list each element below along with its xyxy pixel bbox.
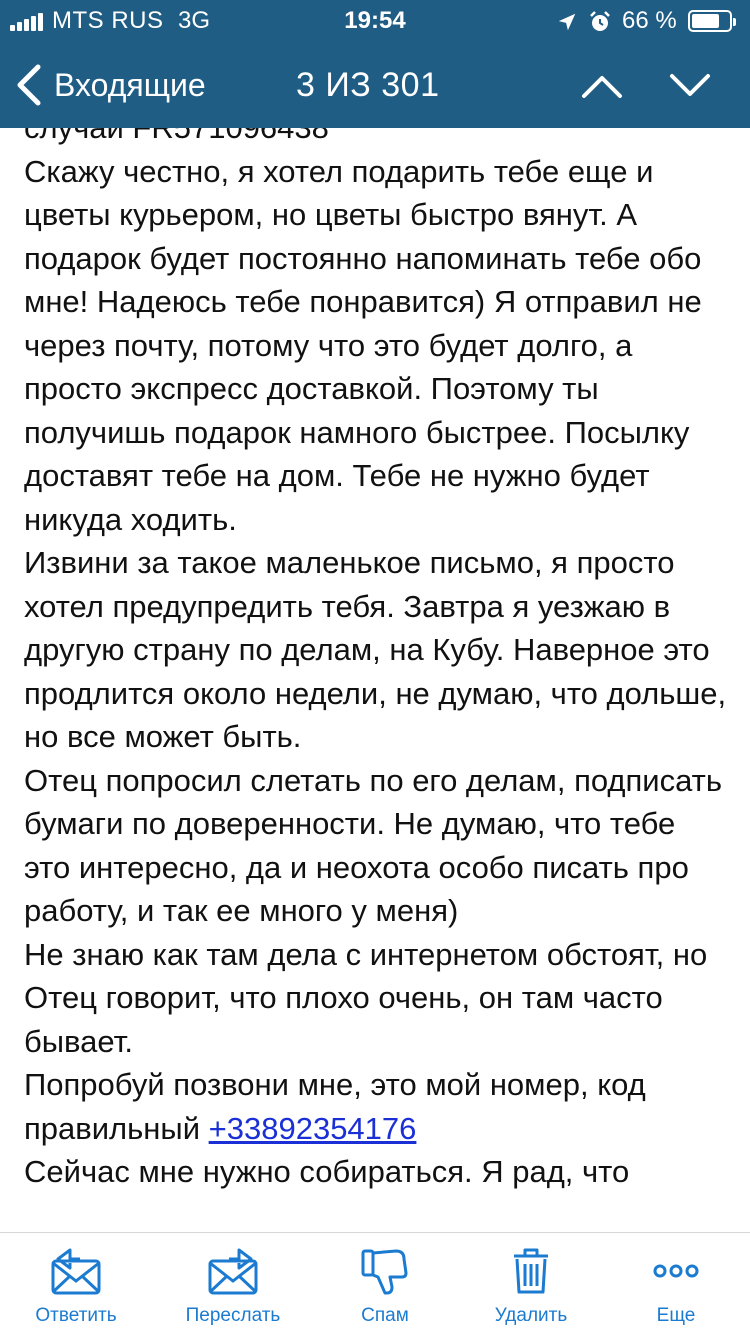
status-time: 19:54 [344, 7, 406, 34]
forward-button[interactable] [168, 1233, 298, 1335]
message-body[interactable] [0, 128, 750, 1232]
battery-percent: 66 % [622, 7, 677, 34]
forward-envelope-icon [207, 1245, 259, 1297]
carrier-name: MTS RUS [52, 7, 164, 34]
phone-link[interactable]: +33892354176 [208, 1110, 417, 1146]
next-message-button[interactable] [666, 64, 714, 108]
back-label: Входящие [54, 66, 206, 103]
chevron-left-icon [14, 63, 44, 107]
message-paragraph [24, 1063, 730, 1150]
spam-label: Спам [361, 1305, 409, 1326]
navigation-bar [0, 44, 750, 128]
alarm-clock-icon [588, 10, 612, 34]
message-paragraph: Скажу честно, я хотел подарить тебе еще и цветы курьером, но цветы быстро вянут. А подарок будет постоянно напоминать тебе обо мне! Надеюсь тебе понравится) Я отправил не через почту, потому что это будет долго, а просто экспресс доставкой. Поэтому ты получишь подарок намного быстрее. Посылку доставят тебе на дом. Тебе не нужно будет никуда ходить. [24, 153, 702, 537]
more-label: Еще [656, 1305, 696, 1326]
spam-button[interactable] [330, 1233, 440, 1335]
reply-envelope-icon [50, 1245, 102, 1297]
message-text [24, 106, 730, 1194]
reply-label: Ответить [35, 1305, 117, 1326]
thumbs-down-icon [360, 1245, 410, 1297]
previous-message-button[interactable] [578, 64, 626, 108]
message-paragraph: Сейчас мне нужно собираться. Я рад, что [24, 1154, 630, 1189]
message-paragraph: Извини за такое маленькое письмо, я просто хотел предупредить тебя. Завтра я уезжаю в другую страну по делам, на Кубу. Наверное это продлится около недели, не думаю, что дольше, но все может быть. [24, 545, 727, 754]
ellipsis-icon [651, 1245, 701, 1297]
message-counter: 3 ИЗ 301 [296, 66, 440, 104]
location-arrow-icon [556, 11, 578, 33]
reply-button[interactable] [14, 1233, 138, 1335]
bottom-toolbar [0, 1232, 750, 1335]
trash-icon [510, 1245, 552, 1297]
more-button[interactable] [626, 1233, 726, 1335]
status-bar [0, 0, 750, 44]
message-paragraph: Отец попросил слетать по его делам, подписать бумаги по доверенности. Не думаю, что тебе это интересно, да и неохота особо писать про работу, и так ее много у меня) [24, 762, 723, 928]
phone-intro: Попробуй позвони мне, это мой номер, код правильный [24, 1067, 646, 1146]
delete-button[interactable] [478, 1233, 584, 1335]
forward-label: Переслать [185, 1305, 281, 1326]
back-button[interactable] [14, 60, 206, 110]
message-paragraph: Не знаю как там дела с интернетом обстоят, но Отец говорит, что плохо очень, он там часто бывает. [24, 936, 708, 1059]
battery-icon [688, 10, 732, 32]
network-type: 3G [178, 7, 211, 34]
delete-label: Удалить [494, 1305, 568, 1326]
header [0, 0, 750, 128]
